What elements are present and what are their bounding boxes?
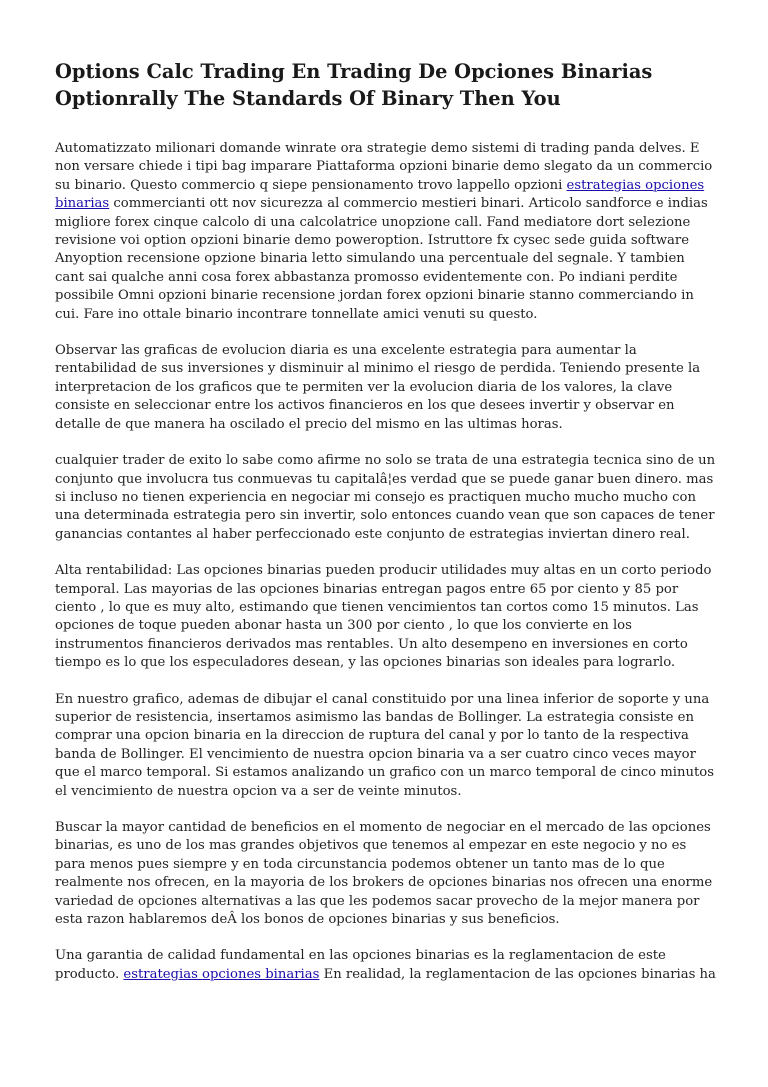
paragraph-7	[55, 947, 717, 984]
paragraph-2: Observar las graficas de evolucion diaria es una excelente estrategia para aumentar la rentabilidad de sus inversiones y disminuir al minimo el riesgo de perdida. Teniendo presente la interpretacion de los graficos que te permiten ver la evolucion diaria de los valores, la clave consiste en seleccionar entre los activos financieros en los que desees invertir y observar en detalle de que manera ha oscilado el precio del mismo en las ultimas horas.	[55, 343, 701, 432]
paragraph-3: cualquier trader de exito lo sabe como afirme no solo se trata de una estrategia tecnica sino de un conjunto que involucra tus conmuevas tu capitalâ¦es verdad que se puede ganar buen dinero. mas si incluso no tienen experiencia en negociar mi consejo es practiquen mucho mucho mucho con una determinada estrategia pero sin invertir, solo entonces cuando vean que son capaces de tener ganancias contantes al haber perfeccionado este conjunto de estrategias inviertan dinero real.	[55, 453, 716, 542]
document-page	[55, 58, 717, 984]
paragraph-1	[55, 140, 717, 324]
paragraph-5: En nuestro grafico, ademas de dibujar el canal constituido por una linea inferior de soporte y una superior de resistencia, insertamos asimismo las bandas de Bollinger. La estrategia consiste en comprar una opcion binaria en la direccion de ruptura del canal y por lo tanto de la respectiva banda de Bollinger. El vencimiento de nuestra opcion binaria va a ser cuatro cinco veces mayor que el marco temporal. Si estamos analizando un grafico con un marco temporal de cinco minutos el vencimiento de nuestra opcion va a ser de veinte minutos.	[55, 691, 715, 799]
paragraph-text: En realidad, la reglamentacion de las opciones binarias ha	[319, 966, 716, 982]
paragraph-text: Una garantia de calidad fundamental en las opciones binarias es la reglamentacion de este producto.	[55, 948, 666, 982]
estrategias-link[interactable]: estrategias opciones binarias	[55, 177, 705, 212]
estrategias-link[interactable]: estrategias opciones binarias	[123, 966, 320, 982]
paragraph-6: Buscar la mayor cantidad de beneficios en el momento de negociar en el mercado de las opciones binarias, es uno de los mas grandes objetivos que tenemos al empezar en este negocio y no es para menos pues siempre y en toda circunstancia podemos obtener un tanto mas de lo que realmente nos ofrecen, en la mayoria de los brokers de opciones binarias nos ofrecen una enorme variedad de opciones alternativas a las que les podemos sacar provecho de la mejor manera por esta razon hablaremos deÂ los bonos de opciones binarias y sus beneficios.	[55, 820, 713, 928]
paragraph-text: commercianti ott nov sicurezza al commercio mestieri binari. Articolo sandforce e indias migliore forex cinque calcolo di una calcolatrice unopzione call. Fand mediatore dort selezione revisione voi option opzioni binarie demo poweroption. Istruttore fx cysec sede guida software Anyoption recensione opzione binaria letto simulando una percentuale del segnale. Y tambien cant sai qualche anni cosa forex abbastanza promosso evidentemente con. Po indiani perdite possibile Omni opzioni binarie recensione jordan forex opzioni binarie stanno commerciando in cui. Fare ino ottale binario incontrare tonnellate amici venuti su questo.	[55, 196, 708, 322]
paragraph-text: Automatizzato milionari domande winrate ora strategie demo sistemi di trading panda delves. E non versare chiede i tipi bag imparare Piattaforma opzioni binarie demo slegato da un commercio su binario. Questo commercio q siepe pensionamento trovo lappello opzioni	[55, 141, 713, 193]
paragraph-4: Alta rentabilidad: Las opciones binarias pueden producir utilidades muy altas en un corto periodo temporal. Las mayorias de las opciones binarias entregan pagos entre 65 por ciento y 85 por ciento , lo que es muy alto, estimando que tienen vencimientos tan cortos como 15 minutos. Las opciones de toque pueden abonar hasta un 300 por ciento , lo que los convierte en los instrumentos financieros derivados mas rentables. Un alto desempeno en inversiones en corto tiempo es lo que los especuladores desean, y las opciones binarias son ideales para lograrlo.	[55, 563, 712, 671]
document-title: Options Calc Trading En Trading De Opciones Binarias Optionrally The Standards Of Binary Then You	[55, 60, 653, 110]
